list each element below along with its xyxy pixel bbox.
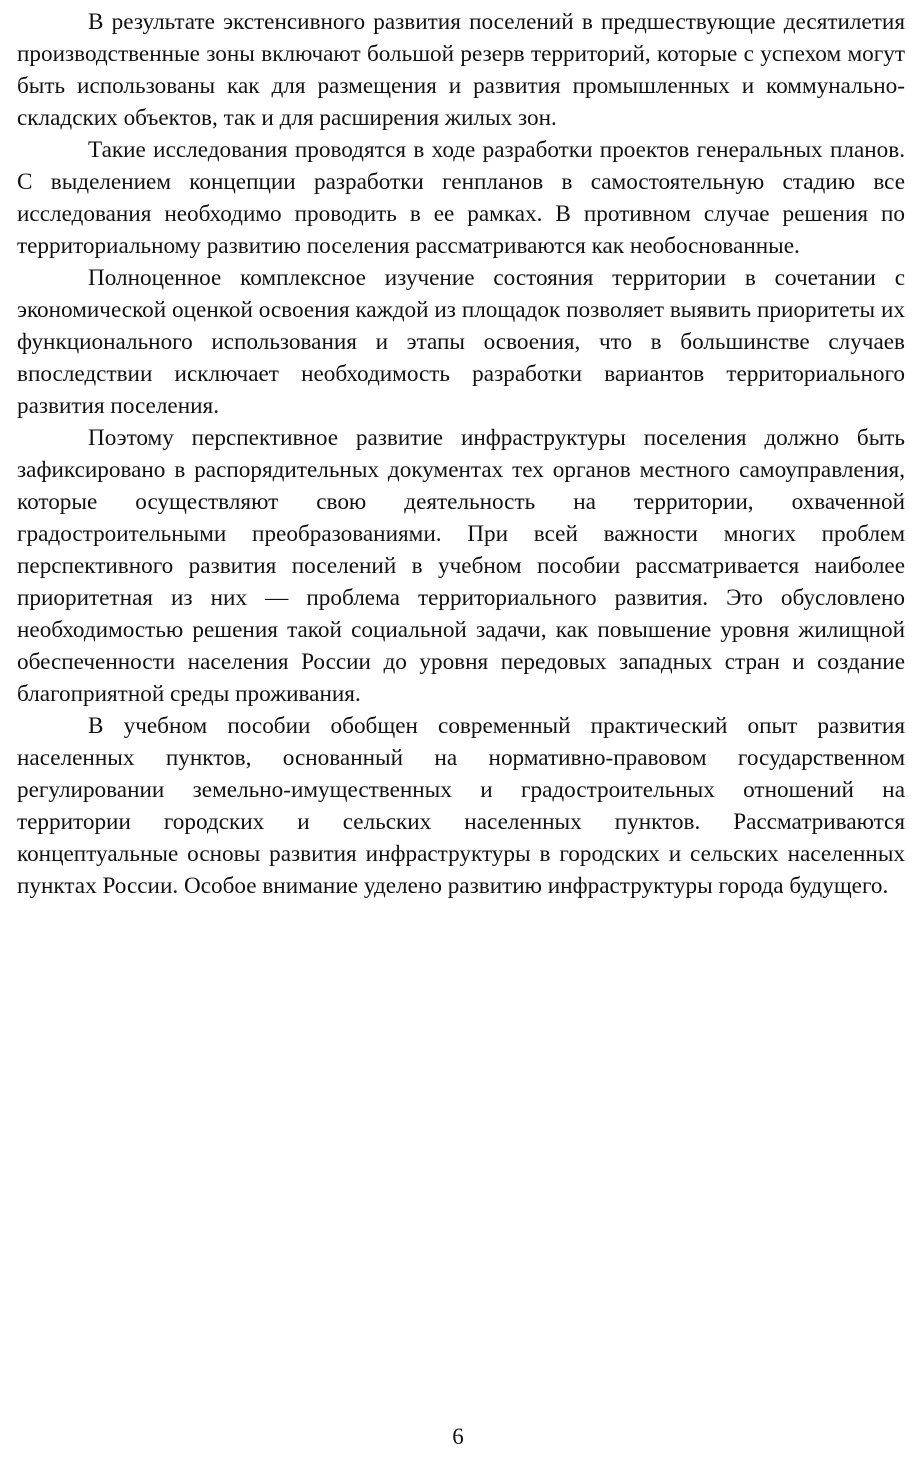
page-body	[17, 6, 905, 902]
paragraph-5: В учебном пособии обобщен современный практический опыт развития населенных пунктов, основанный на нормативно-правовом государственном регулировании земельно-имущественных и градостроительных отношений на территории городских и сельских населенных пунктов. Рассматриваются концептуальные основы развития инфраструктуры в городских и сельских населенных пунктах России. Особое внимание уделено развитию инфраструктуры города будущего.	[17, 713, 905, 899]
paragraph-2: Такие исследования проводятся в ходе разработки проектов генеральных планов. С выделением концепции разработки генпланов в самостоятельную стадию все исследования необходимо проводить в ее рамках. В противном случае решения по территориальному развитию поселения рассматриваются как необоснованные.	[17, 137, 905, 259]
paragraph-4: Поэтому перспективное развитие инфраструктуры поселения должно быть зафиксировано в распорядительных документах тех органов местного самоуправления, которые осуществляют свою деятельность на территории, охваченной градостроительными преобразованиями. При всей важности многих проблем перспективного развития поселений в учебном пособии рассматривается наиболее приоритетная из них — проблема территориального развития. Это обусловлено необходимостью решения такой социальной задачи, как повышение уровня жилищной обеспеченности населения России до уровня передовых западных стран и создание благоприятной среды проживания.	[17, 425, 905, 707]
paragraph-1: В результате экстенсивного развития поселений в предшествующие десятилетия производственные зоны включают большой резерв территорий, которые с успехом могут быть использованы как для размещения и развития промышленных и коммунально-складских объектов, так и для расширения жилых зон.	[17, 9, 905, 131]
page-number: 6	[452, 1424, 464, 1449]
paragraph-3: Полноценное комплексное изучение состояния территории в сочетании с экономической оценкой освоения каждой из площадок позволяет выявить приоритеты их функционального использования и этапы освоения, что в большинстве случаев впоследствии исключает необходимость разработки вариантов территориального развития поселения.	[17, 265, 905, 419]
